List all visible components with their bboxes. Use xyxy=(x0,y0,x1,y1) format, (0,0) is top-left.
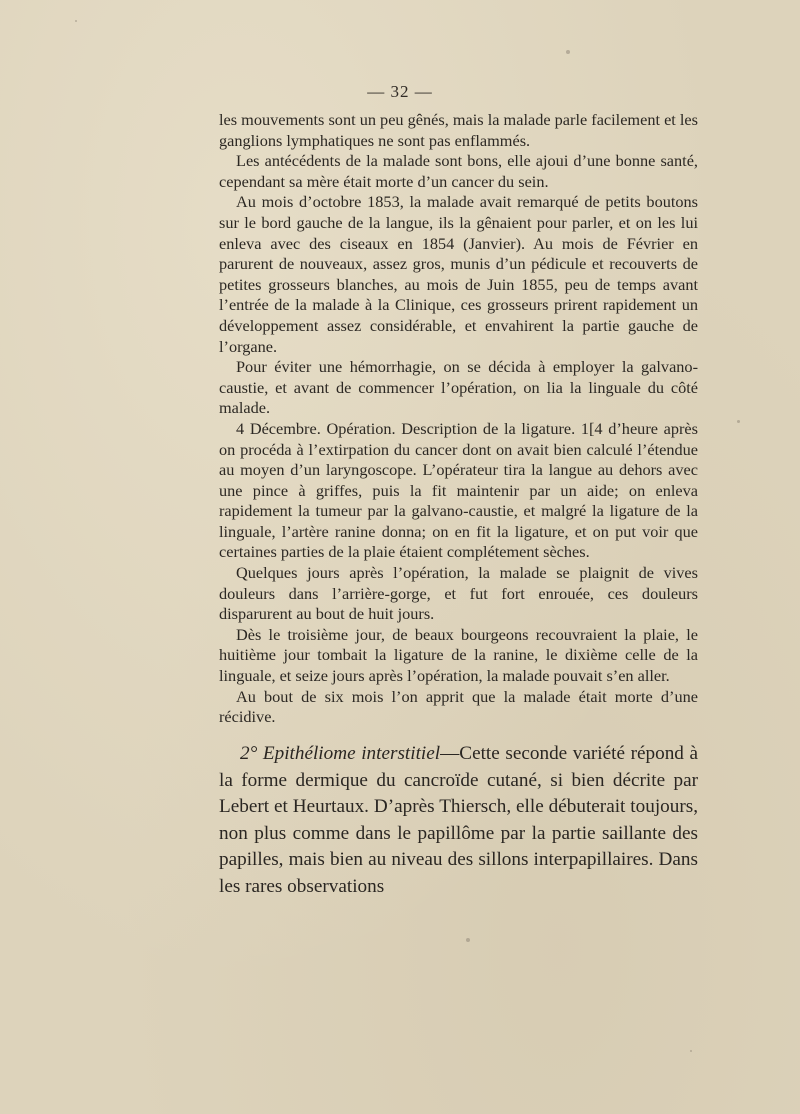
paragraph: Dès le troisième jour, de beaux bourgeons recouvraient la plaie, le huitième jour tombait la ligature de la ranine, le dixième celle de la linguale, et seize jours après l’opération, la malade pouvait s’en aller. xyxy=(219,624,698,686)
section-paragraph xyxy=(219,741,698,901)
page-number: — 32 — xyxy=(367,82,433,101)
section-text xyxy=(219,741,698,901)
paper-speck xyxy=(75,20,77,22)
paragraph: Pour éviter une hémorrhagie, on se décida à employer la galvano-caustie, et avant de commencer l’opération, on lia la linguale du côté malade. xyxy=(219,357,698,418)
paragraph: 4 Décembre. Opération. Description de la ligature. 1[4 d’heure après on procéda à l’extirpation du cancer dont on avait bien calculé l’étendue au moyen d’un laryngoscope. L’opérateur tira la langue au dehors avec une pince à griffes, puis la fit maintenir par un aide; on enleva rapidement la tumeur par la galvano-caustie, et malgré la ligature de la linguale, l’artère ranine donna; on en fit la ligature, et on put voir que certaines parties de la plaie étaient complétement sèches. xyxy=(219,418,698,562)
paragraph: Quelques jours après l’opération, la malade se plaignit de vives douleurs dans l’arrière-gorge, et fut fort enrouée, ces douleurs disparurent au bout de huit jours. xyxy=(219,563,698,624)
paragraph: Au bout de six mois l’on apprit que la malade était morte d’une récidive. xyxy=(219,686,698,727)
section-title: 2° Epithéliome interstitiel xyxy=(240,743,441,764)
paper-speck xyxy=(690,1050,692,1052)
paragraph: les mouvements sont un peu gênés, mais la malade parle facilement et les ganglions lymphatiques ne sont pas enflammés. xyxy=(219,110,698,150)
paragraph: Les antécédents de la malade sont bons, elle ajoui d’une bonne santé, cependant sa mère était morte d’un cancer du sein. xyxy=(219,151,698,191)
section-body: —Cette seconde variété répond à la forme dermique du cancroïde cutané, si bien décrite par Lebert et Heurtaux. D’après Thiersch, elle débuterait toujours, non plus comme dans le papillôme par la partie saillante des papilles, mais bien au niveau des sillons interpapillaires. Dans les rares observations xyxy=(219,743,699,897)
paper-speck xyxy=(466,938,470,942)
paper-speck xyxy=(566,50,570,54)
body-text xyxy=(219,110,698,728)
paper-speck xyxy=(737,420,740,423)
paragraph: Au mois d’octobre 1853, la malade avait remarqué de petits boutons sur le bord gauche de la langue, ils la gênaient pour parler, et on les lui enleva avec des ciseaux en 1854 (Janvier). Au mois de Février en parurent de nouveaux, assez gros, munis d’un pédicule et recouverts de petites grosseurs blanches, au mois de Juin 1855, peu de temps avant l’entrée de la malade à la Clinique, ces grosseurs prirent rapidement un développement assez considérable, et envahirent la partie gauche de l’organe. xyxy=(219,192,698,356)
